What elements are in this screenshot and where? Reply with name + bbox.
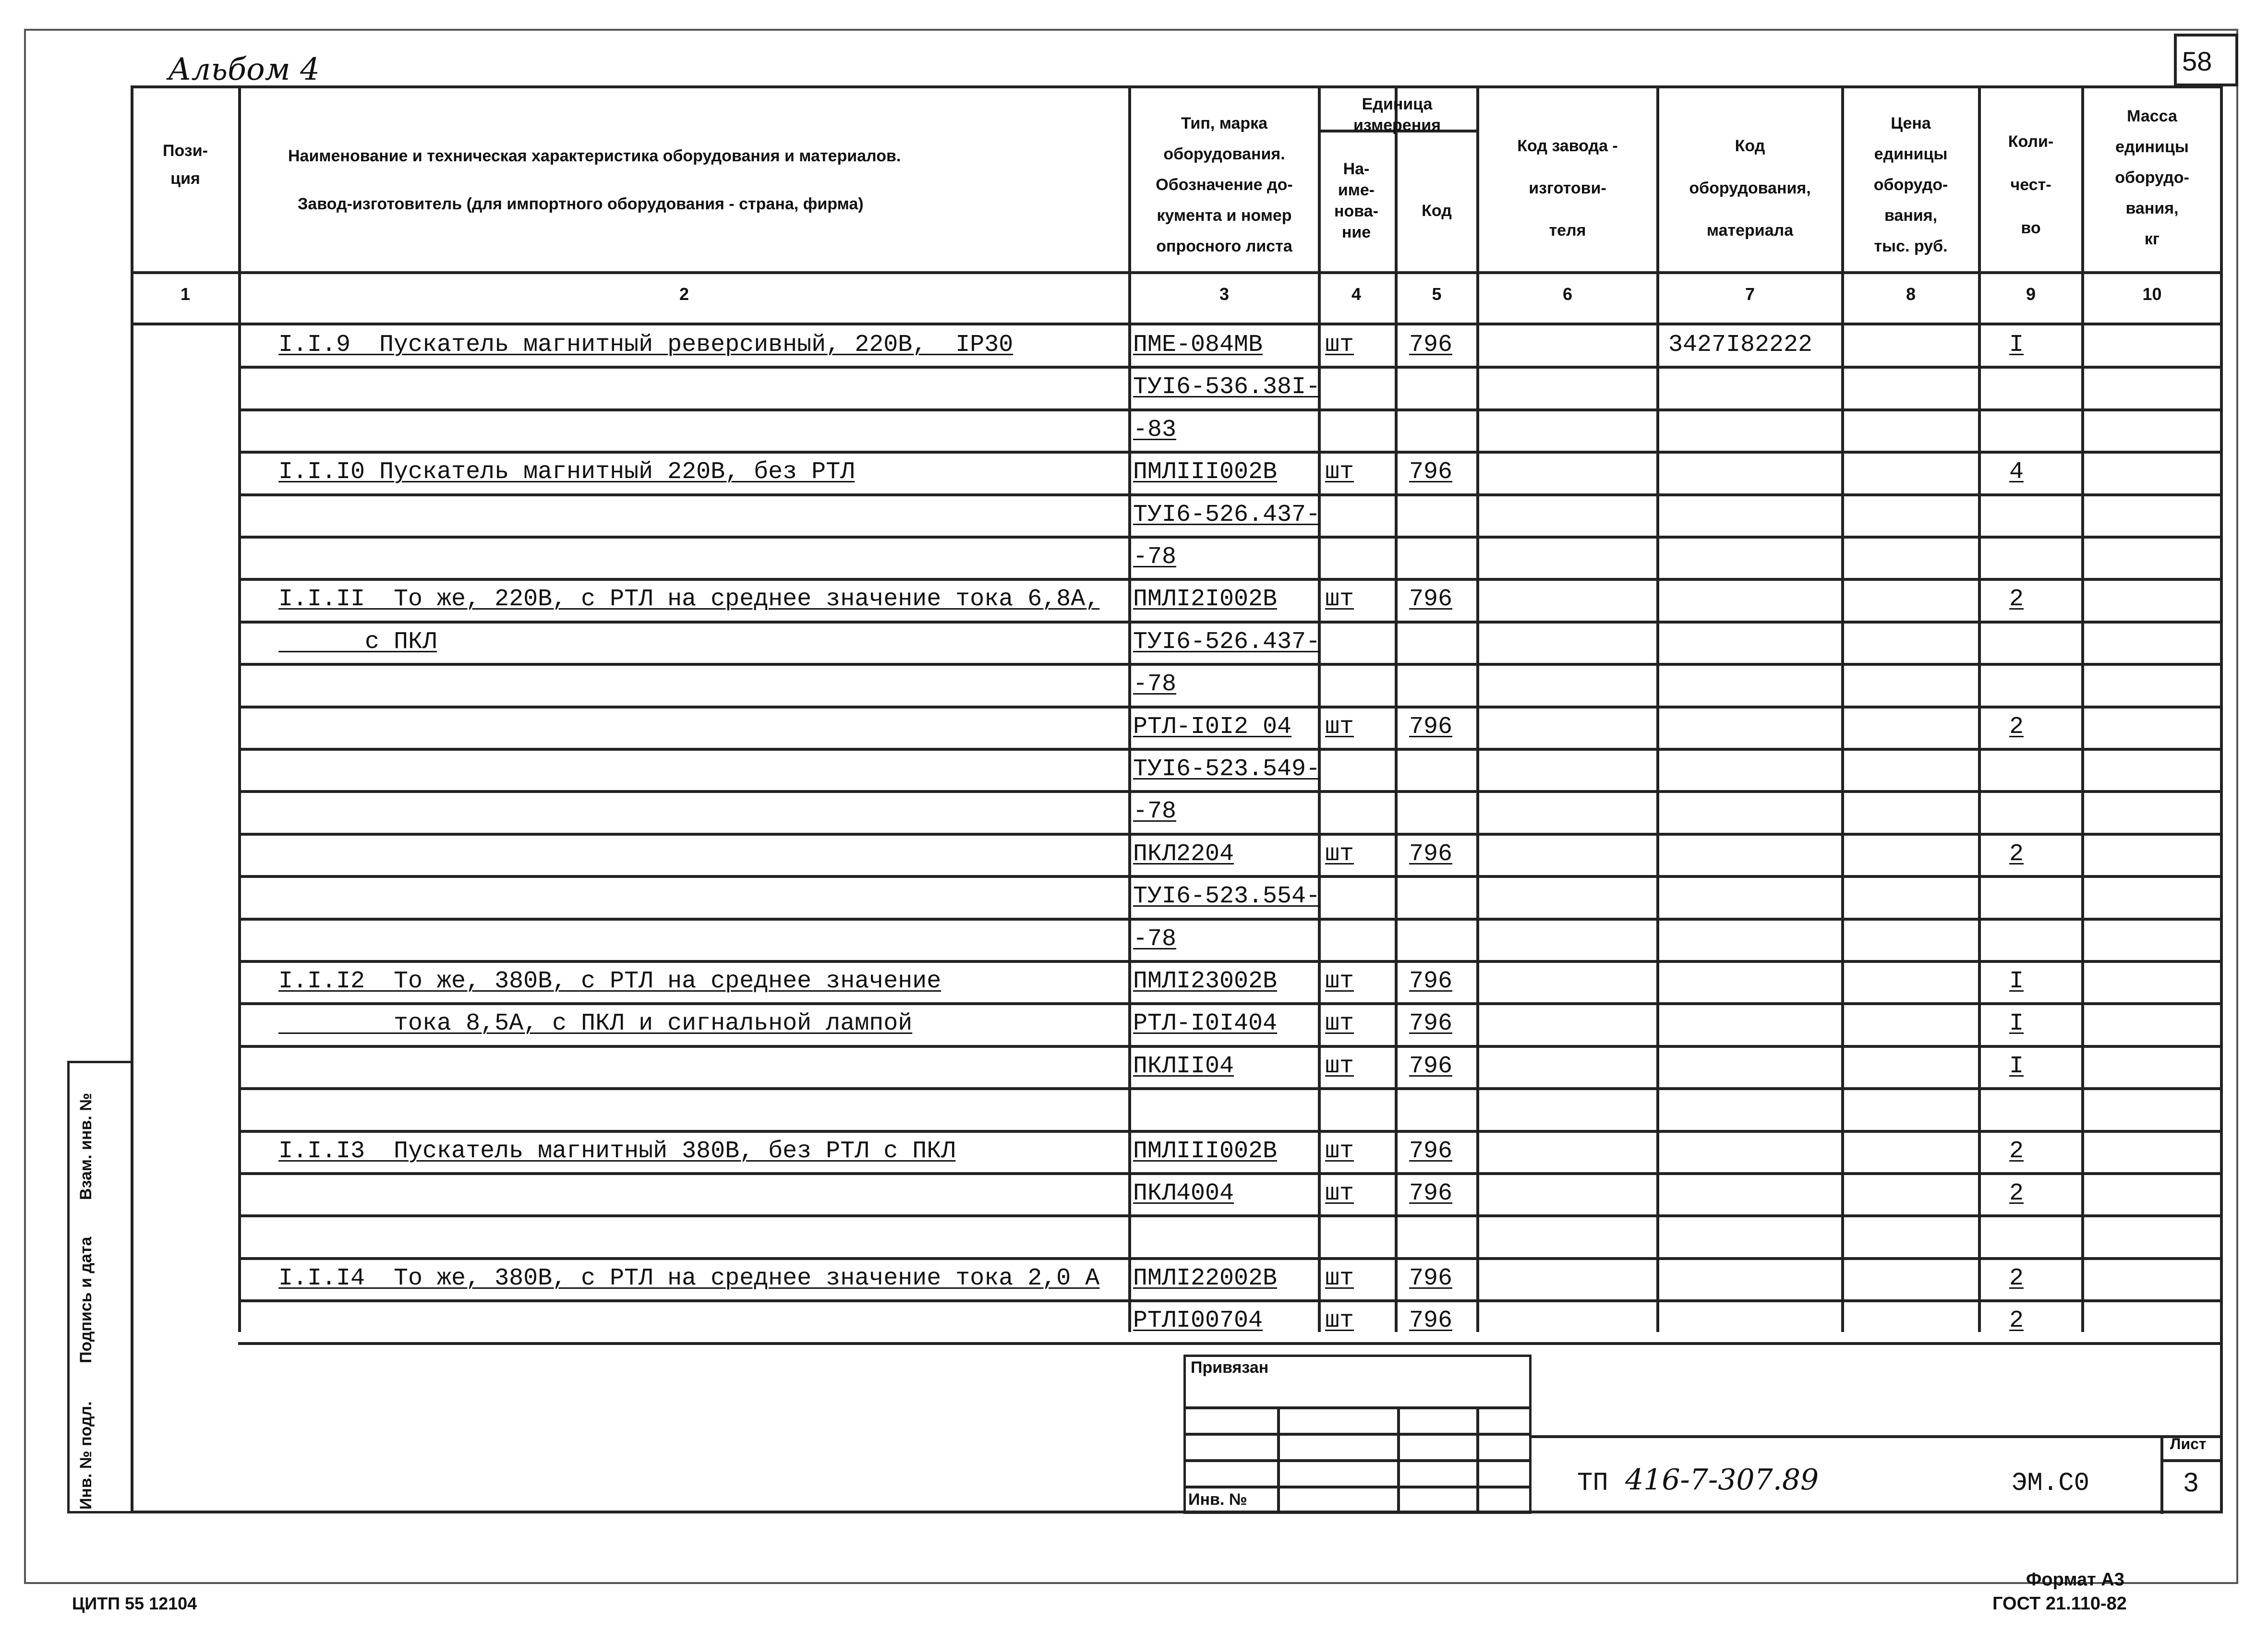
item-code: 796 xyxy=(1409,1307,1453,1335)
item-qty: 2 xyxy=(2009,713,2024,741)
item-unit: шт xyxy=(1325,840,1354,868)
column-number: 9 xyxy=(2026,284,2036,304)
row-divider xyxy=(238,706,2223,708)
album-label: Альбом 4 xyxy=(168,52,320,87)
side-label-signature: Подпись и дата xyxy=(77,1236,95,1363)
column-number: 6 xyxy=(1562,284,1573,304)
footer-format: Формат А3 xyxy=(2026,1570,2124,1590)
item-unit: шт xyxy=(1325,968,1354,995)
privyazan-label: Привязан xyxy=(1191,1358,1269,1377)
item-type: РТЛ-I0I2 04 xyxy=(1133,713,1292,741)
item-type: ПКЛII04 xyxy=(1133,1052,1234,1080)
row-divider xyxy=(238,1087,2223,1090)
item-unit: шт xyxy=(1325,1137,1354,1165)
item-type: ПМЛIII002В xyxy=(1133,1137,1278,1165)
row-divider xyxy=(238,748,2223,751)
footer-gost: ГОСТ 21.110-82 xyxy=(1992,1594,2127,1614)
item-name: I.I.I0 Пускатель магнитный 220В, без РТЛ xyxy=(278,458,855,486)
item-code: 796 xyxy=(1409,713,1453,741)
side-label-replace: Взам. инв. № xyxy=(77,1092,95,1200)
item-type: РТЛI00704 xyxy=(1133,1307,1263,1335)
item-name: с ПКЛ xyxy=(278,628,437,656)
item-name: I.I.I2 То же, 380В, с РТЛ на среднее значение xyxy=(278,968,941,995)
item-qty: 2 xyxy=(2009,840,2024,868)
item-unit: шт xyxy=(1325,1010,1354,1038)
footer-left: ЦИТП 55 12104 xyxy=(72,1594,197,1613)
column-number: 10 xyxy=(2142,284,2162,304)
item-unit: шт xyxy=(1325,1052,1354,1080)
item-qty: I xyxy=(2009,968,2024,995)
doc-prefix: ТП xyxy=(1577,1469,1608,1498)
header-col2: Наименование и техническая характеристика оборудования и материалов. Завод-изготовитель (для импортного оборудования - страна, фирма) xyxy=(288,147,901,213)
item-type: РТЛ-I0I404 xyxy=(1133,1010,1278,1038)
item-qty: 2 xyxy=(2009,586,2024,613)
item-unit: шт xyxy=(1325,713,1354,741)
item-type: ТУI6-523.549- xyxy=(1133,756,1321,783)
item-type: -78 xyxy=(1133,798,1177,826)
doc-number: 416-7-307.89 xyxy=(1625,1463,1819,1497)
item-type: ТУI6-523.554- xyxy=(1133,883,1321,911)
column-number: 7 xyxy=(1745,284,1755,304)
item-code: 796 xyxy=(1409,968,1453,995)
row-divider xyxy=(238,366,2223,369)
row-divider xyxy=(238,451,2223,454)
column-number: 4 xyxy=(1351,284,1362,304)
item-code: 796 xyxy=(1409,1052,1453,1080)
item-name: I.I.II То же, 220В, с РТЛ на среднее значение тока 6,8А, xyxy=(278,586,1100,613)
item-qty: 2 xyxy=(2009,1264,2024,1292)
row-divider xyxy=(131,323,2223,325)
item-type: ПМЛI2I002В xyxy=(1133,586,1278,613)
header-unit: Единица измерения xyxy=(1353,95,1441,134)
item-type: -83 xyxy=(1133,416,1177,444)
item-name: тока 8,5А, с ПКЛ и сигнальной лампой xyxy=(278,1010,913,1038)
column-number: 3 xyxy=(1219,284,1230,304)
row-divider xyxy=(238,1172,2223,1175)
item-unit: шт xyxy=(1325,458,1354,486)
item-type: ПМЕ-084МВ xyxy=(1133,331,1263,359)
item-unit: шт xyxy=(1325,1307,1354,1335)
item-type: -78 xyxy=(1133,671,1177,698)
row-divider xyxy=(238,790,2223,793)
doc-code: ЭМ.С0 xyxy=(2012,1469,2090,1498)
header-col7: Код оборудования, материала xyxy=(1689,137,1811,240)
row-divider xyxy=(238,833,2223,836)
row-divider xyxy=(238,408,2223,411)
row-divider xyxy=(238,918,2223,921)
item-qty: I xyxy=(2009,1010,2024,1038)
item-name: I.I.I3 Пускатель магнитный 380В, без РТЛ с ПКЛ xyxy=(278,1137,956,1165)
row-divider xyxy=(238,578,2223,581)
item-code: 796 xyxy=(1409,1264,1453,1292)
row-divider xyxy=(238,1002,2223,1005)
item-code: 796 xyxy=(1409,1137,1453,1165)
header-col4: На- име- нова- ние xyxy=(1334,160,1378,241)
header-col6: Код завода - изготови- теля xyxy=(1517,137,1618,240)
row-divider xyxy=(238,1299,2223,1302)
row-divider xyxy=(238,1214,2223,1217)
header-col8: Цена единицы оборудо- вания, тыс. руб. xyxy=(1873,114,1948,255)
item-type: ПМЛI22002В xyxy=(1133,1264,1278,1292)
item-type: ТУI6-526.437- xyxy=(1133,501,1321,528)
item-code: 796 xyxy=(1409,1180,1453,1207)
item-type: -78 xyxy=(1133,543,1177,571)
item-type: ПМЛIII002В xyxy=(1133,458,1278,486)
item-qty: I xyxy=(2009,1052,2024,1080)
header-col1: Пози- ция xyxy=(163,142,208,188)
row-divider xyxy=(238,1045,2223,1048)
item-type: ТУI6-526.437- xyxy=(1133,628,1321,656)
column-number: 2 xyxy=(679,284,689,304)
item-qty: 2 xyxy=(2009,1180,2024,1207)
item-code: 796 xyxy=(1409,586,1453,613)
item-code: 796 xyxy=(1409,1010,1453,1038)
item-unit: шт xyxy=(1325,331,1354,359)
side-label-inv: Инв. № подл. xyxy=(77,1401,95,1510)
item-unit: шт xyxy=(1325,1264,1354,1292)
item-equip-code: 3427I82222 xyxy=(1668,331,1813,359)
item-type: ТУI6-536.38I- xyxy=(1133,373,1321,401)
page-number: 58 xyxy=(2182,46,2212,76)
item-type: ПКЛ4004 xyxy=(1133,1180,1234,1207)
item-code: 796 xyxy=(1409,458,1453,486)
item-unit: шт xyxy=(1325,586,1354,613)
item-qty: I xyxy=(2009,331,2024,359)
column-number: 1 xyxy=(180,284,191,304)
row-divider xyxy=(238,493,2223,496)
header-col10: Масса единицы оборудо- вания, кг xyxy=(2115,107,2189,248)
item-unit: шт xyxy=(1325,1180,1354,1207)
inv-no-label: Инв. № xyxy=(1188,1490,1247,1509)
column-number: 5 xyxy=(1432,284,1442,304)
row-divider xyxy=(238,960,2223,963)
row-divider xyxy=(2160,1459,2223,1462)
row-divider xyxy=(1532,1435,2223,1438)
header-col9: Коли- чест- во xyxy=(2008,132,2054,237)
item-type: ПКЛ2204 xyxy=(1133,840,1234,868)
row-divider xyxy=(131,271,2223,274)
row-divider xyxy=(238,663,2223,666)
item-qty: 2 xyxy=(2009,1307,2024,1335)
row-divider xyxy=(238,621,2223,624)
column-number: 8 xyxy=(1906,284,1916,304)
item-type: ПМЛI23002В xyxy=(1133,968,1278,995)
item-type: -78 xyxy=(1133,925,1177,953)
sheet-divider xyxy=(2160,1435,2163,1514)
sheet-label: Лист xyxy=(2170,1435,2207,1452)
row-divider xyxy=(238,1257,2223,1260)
header-col5: Код xyxy=(1422,202,1452,220)
row-divider xyxy=(238,1342,2223,1345)
sheet-number: 3 xyxy=(2184,1467,2199,1497)
item-name: I.I.I4 То же, 380В, с РТЛ на среднее значение тока 2,0 А xyxy=(278,1264,1100,1292)
item-code: 796 xyxy=(1409,331,1453,359)
header-col3: Тип, марка оборудования. Обозначение до- кумента и номер опросного листа xyxy=(1156,114,1293,255)
row-divider xyxy=(238,875,2223,878)
row-divider xyxy=(238,1130,2223,1133)
row-divider xyxy=(238,536,2223,539)
item-code: 796 xyxy=(1409,840,1453,868)
item-name: I.I.9 Пускатель магнитный реверсивный, 220В, IP30 xyxy=(278,331,1013,359)
item-qty: 4 xyxy=(2009,458,2024,486)
item-qty: 2 xyxy=(2009,1137,2024,1165)
